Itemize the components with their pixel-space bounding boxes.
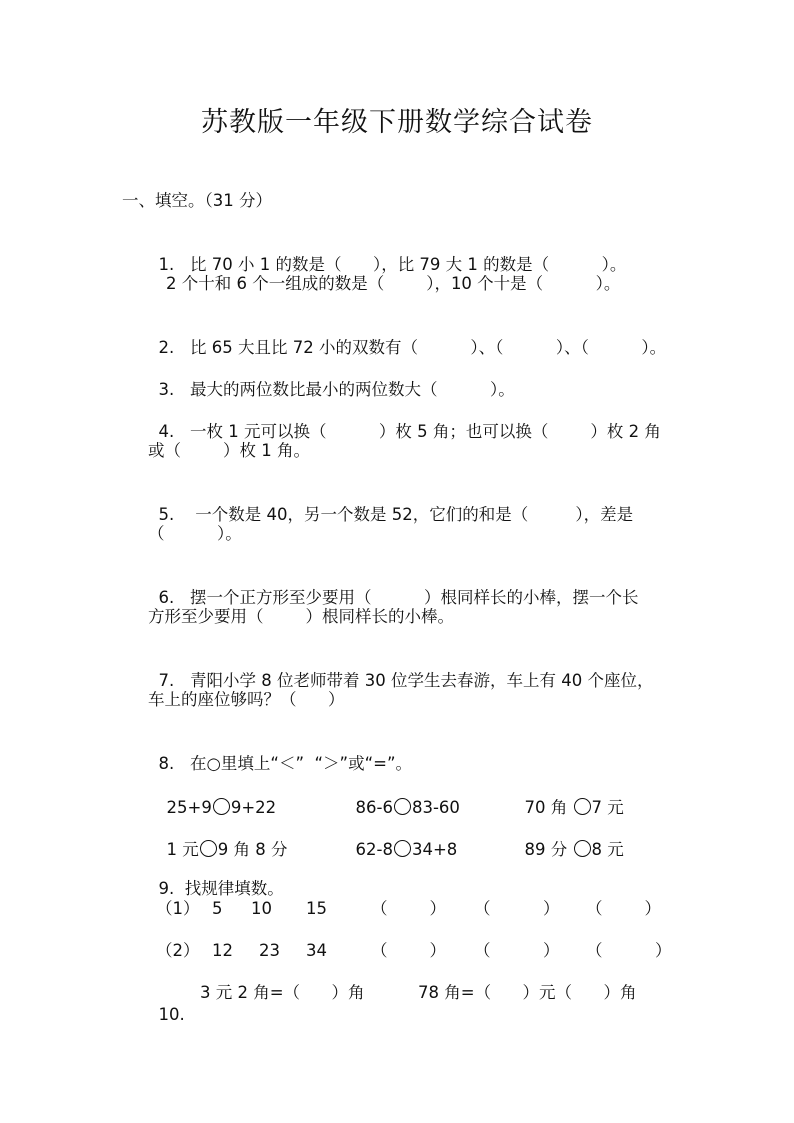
answer-blank[interactable]: （ ） (586, 941, 672, 960)
expression-left: 25+9 (166, 798, 212, 817)
question-1-line-2: 2 个十和 6 个一组成的数是（ ），10 个十是（ ）。 (166, 274, 621, 293)
question-5 (148, 482, 633, 526)
question-text: 一个数是 40，另一个数是 52，它们的和是（ ），差是 (195, 505, 634, 524)
question-text: 最大的两位数比最小的两位数大（ ）。 (190, 380, 515, 399)
question-6 (148, 565, 638, 609)
page-title: 苏教版一年级下册数学综合试卷 (201, 107, 593, 138)
answer-blank[interactable]: （ ） (474, 941, 560, 960)
section-heading: 一、填空。（31 分） (122, 191, 272, 210)
answer-blank[interactable]: （ ） (586, 899, 661, 918)
sequence-number: 15 (306, 899, 327, 918)
sequence-number: 5 (212, 899, 223, 918)
question-text: 比 65 大且比 72 小的双数有（ ）、（ ）、（ ）。 (190, 338, 667, 357)
question-text: 在○里填上“＜” “＞”或“=”。 (190, 754, 413, 773)
answer-circle[interactable] (394, 798, 411, 815)
expression-left: 70 角 (524, 798, 573, 817)
answer-blank[interactable]: （ ） (474, 899, 560, 918)
question-10-part-a: 3 元 2 角=（ ）角 (200, 983, 365, 1002)
expression-left: 62-8 (355, 840, 393, 859)
question-number: 3. (158, 380, 175, 399)
question-4 (148, 399, 661, 443)
expression-left: 89 分 (524, 840, 573, 859)
answer-circle[interactable] (394, 840, 411, 857)
expression-right: 7 元 (591, 798, 624, 817)
question-number: 6. (158, 588, 175, 607)
question-text: 比 70 小 1 的数是（ ），比 79 大 1 的数是（ ）。 (190, 255, 627, 274)
question-number: 8. (158, 754, 175, 773)
answer-blank[interactable]: （ ） (371, 941, 446, 960)
expression-right: 9 角 8 分 (217, 840, 288, 859)
question-text: 青阳小学 8 位老师带着 30 位学生去春游，车上有 40 个座位， (190, 671, 654, 690)
question-4-line-2: 或（ ）枚 1 角。 (148, 441, 310, 460)
question-6-line-2: 方形至少要用（ ）根同样长的小棒。 (148, 607, 454, 626)
expression-right: 83-60 (411, 798, 460, 817)
question-5-line-2: （ ）。 (148, 524, 242, 543)
comparison-item (345, 817, 457, 861)
sequence-number: 10 (251, 899, 272, 918)
answer-circle[interactable] (213, 798, 230, 815)
answer-circle[interactable] (574, 840, 591, 857)
question-10-part-b: 78 角=（ ）元（ ）角 (418, 983, 637, 1002)
question-7-line-2: 车上的座位够吗？（ ） (148, 690, 345, 709)
question-number: 4. (158, 422, 175, 441)
answer-circle[interactable] (574, 798, 591, 815)
sequence-number: 23 (259, 941, 280, 960)
question-number: 2. (158, 338, 175, 357)
question-8 (148, 731, 412, 775)
sequence-number: 34 (306, 941, 327, 960)
expression-right: 34+8 (411, 840, 458, 859)
sequence-label: （2） (156, 941, 200, 960)
comparison-item (514, 817, 624, 861)
question-text: 一枚 1 元可以换（ ）枚 5 角；也可以换（ ）枚 2 角 (190, 422, 661, 441)
question-number: 5. (158, 505, 175, 524)
question-text: 找规律填数。 (184, 879, 284, 898)
question-3 (148, 357, 515, 401)
sequence-label: （1） (156, 899, 200, 918)
comparison-item (514, 775, 624, 819)
question-text: 摆一个正方形至少要用（ ）根同样长的小棒，摆一个长 (190, 588, 639, 607)
question-10 (148, 982, 185, 1026)
expression-left: 86-6 (355, 798, 393, 817)
question-number: 7. (158, 671, 175, 690)
expression-left: 1 元 (166, 840, 199, 859)
question-9 (148, 856, 284, 900)
expression-right: 8 元 (591, 840, 624, 859)
comparison-item (345, 775, 460, 819)
sequence-number: 12 (212, 941, 233, 960)
question-number: 10. (158, 1005, 185, 1024)
question-1 (148, 232, 626, 276)
answer-blank[interactable]: （ ） (371, 899, 446, 918)
answer-circle[interactable] (200, 840, 217, 857)
comparison-item (156, 817, 287, 861)
question-number: 9. (158, 879, 175, 898)
comparison-item (156, 775, 276, 819)
question-7 (148, 648, 653, 692)
expression-right: 9+22 (230, 798, 277, 817)
question-2 (148, 315, 666, 359)
question-number: 1. (158, 255, 175, 274)
